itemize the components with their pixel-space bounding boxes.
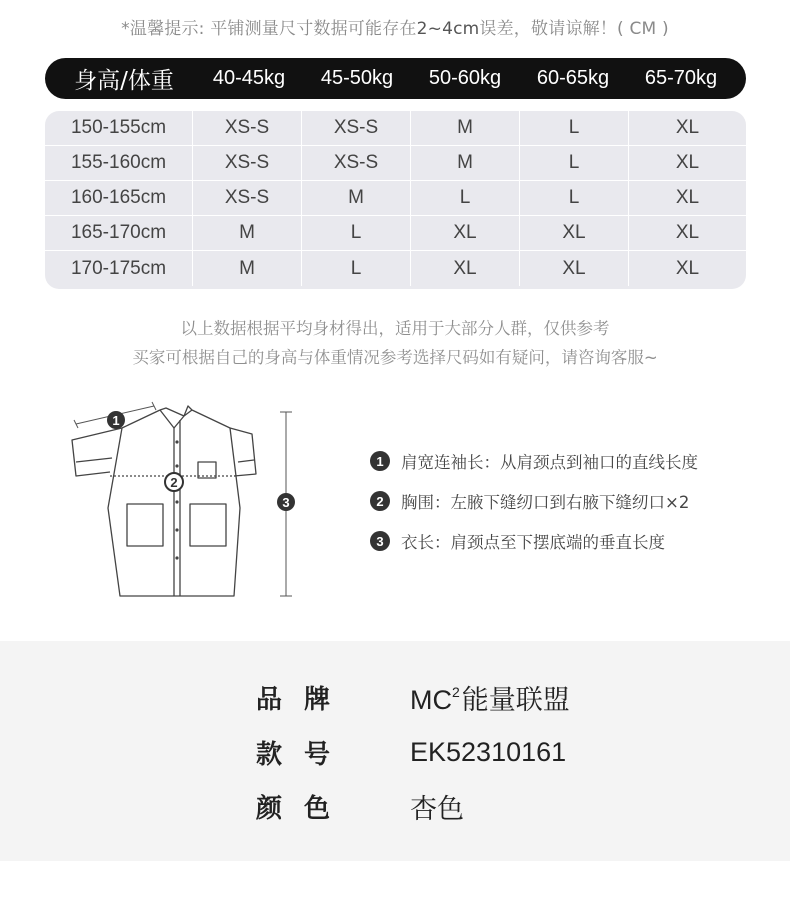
legend-number: 1: [370, 451, 390, 471]
size-cell: XL: [411, 216, 520, 250]
size-cell: L: [520, 181, 629, 215]
info-row-color: [0, 786, 790, 826]
info-row-model: [0, 732, 790, 772]
measurement-notice: [0, 14, 790, 39]
notice-range: 2~4cm: [416, 19, 480, 39]
height-cell: 155-160cm: [45, 146, 193, 180]
diagram-marker-3: [277, 493, 295, 511]
size-explanation: [0, 314, 790, 372]
header-weight-col: 65-70kg: [644, 67, 718, 89]
size-cell: M: [193, 251, 302, 286]
size-cell: L: [302, 251, 411, 286]
height-cell: 165-170cm: [45, 216, 193, 250]
model-label: 款号: [256, 739, 353, 770]
size-cell: L: [411, 181, 520, 215]
size-cell: XL: [675, 117, 700, 138]
diagram-marker-label: 1: [112, 413, 120, 428]
brand-name: 能量联盟: [461, 684, 570, 716]
size-cell: XL: [675, 257, 700, 279]
explanation-line: 以上数据根据平均身材得出，适用于大部分人群，仅供参考: [180, 319, 610, 338]
diagram-marker-2: [165, 473, 183, 491]
measurement-legend-item: [370, 529, 770, 553]
size-cell: XS-S: [302, 111, 411, 145]
brand-superscript: 2: [452, 683, 460, 700]
size-cell: XL: [411, 251, 520, 286]
size-cell: L: [520, 146, 629, 180]
info-row-brand: [0, 677, 790, 717]
table-row: [45, 146, 746, 181]
table-row: [45, 216, 746, 251]
size-cell: XL: [675, 222, 700, 243]
header-height-weight: 身高/体重: [74, 68, 174, 94]
size-cell: M: [302, 181, 411, 215]
diagram-marker-label: 2: [170, 475, 178, 490]
legend-number: 2: [370, 491, 390, 511]
legend-number: 3: [370, 531, 390, 551]
brand-label: 品牌: [256, 684, 353, 715]
brand-prefix: MC: [410, 684, 452, 715]
explanation-line: 买家可根据自己的身高与体重情况参考选择尺码如有疑问，请咨询客服~: [132, 348, 658, 367]
color-value: 杏色: [410, 793, 464, 825]
brand-value: [410, 678, 570, 717]
size-cell: XL: [675, 152, 700, 173]
size-cell: M: [411, 146, 520, 180]
height-cell: 160-165cm: [45, 181, 193, 215]
height-cell: 150-155cm: [45, 111, 193, 145]
legend-text: 胸围：左腋下缝纫口到右腋下缝纫口×2: [401, 493, 690, 512]
size-cell: XL: [520, 216, 629, 250]
table-row: [45, 251, 746, 286]
header-weight-col: 60-65kg: [536, 67, 610, 89]
measurement-legend-item: [370, 489, 770, 513]
product-info-panel: [0, 641, 790, 861]
size-cell: XS-S: [193, 111, 302, 145]
notice-prefix: *温馨提示: 平铺测量尺寸数据可能存在: [121, 19, 417, 39]
size-cell: M: [193, 216, 302, 250]
size-cell: M: [411, 111, 520, 145]
color-label: 颜色: [256, 793, 353, 824]
legend-text: 肩宽连袖长：从肩颈点到袖口的直线长度: [401, 453, 698, 472]
diagram-marker-1: [107, 411, 125, 429]
size-table: [45, 111, 746, 289]
size-cell: XS-S: [193, 146, 302, 180]
size-cell: XL: [520, 251, 629, 286]
garment-diagram: [62, 398, 312, 608]
size-cell: XS-S: [193, 181, 302, 215]
notice-suffix: 误差，敬请谅解！( CM ): [479, 19, 669, 39]
header-weight-col: 45-50kg: [320, 67, 394, 89]
size-table-header: [45, 58, 746, 99]
table-row: [45, 111, 746, 146]
size-cell: L: [520, 111, 629, 145]
diagram-marker-label: 3: [282, 495, 290, 510]
model-value: EK52310161: [410, 736, 567, 767]
header-weight-col: 50-60kg: [428, 67, 502, 89]
table-row: [45, 181, 746, 216]
header-weight-col: 40-45kg: [212, 67, 286, 89]
measurement-legend-item: [370, 449, 770, 473]
size-cell: L: [302, 216, 411, 250]
legend-text: 衣长：肩颈点至下摆底端的垂直长度: [401, 533, 665, 552]
size-cell: XL: [675, 187, 700, 208]
height-cell: 170-175cm: [45, 251, 193, 286]
size-cell: XS-S: [302, 146, 411, 180]
